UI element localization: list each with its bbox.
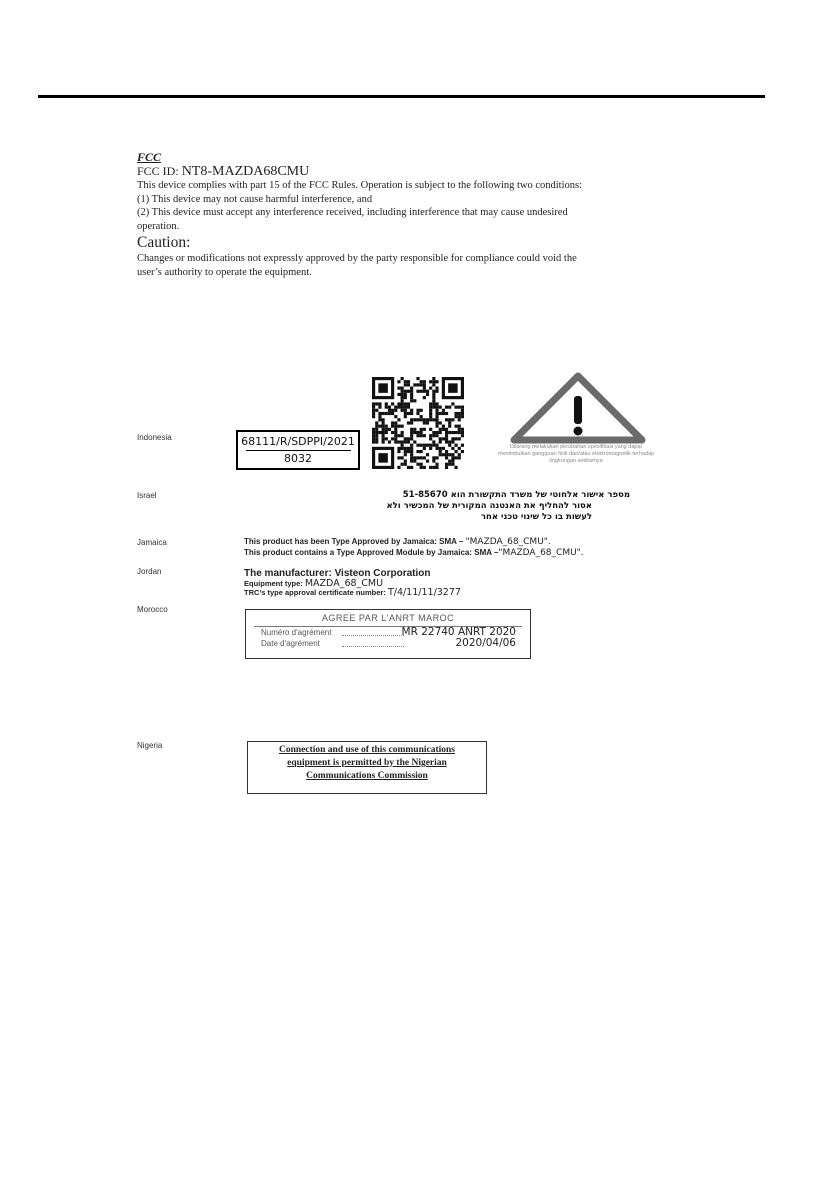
fcc-id-line [137,164,677,179]
fcc-text-line: This device complies with part 15 of the FCC Rules. Operation is subject to the following two conditions: [137,180,583,191]
fcc-text-line: (2) This device must accept any interference received, including interference that may cause undesired [137,207,568,218]
country-label-jamaica: Jamaica [137,538,167,547]
indonesia-cert-number: 68111/R/SDPPI/2021 [241,435,355,448]
jordan-manufacturer: The manufacturer: Visteon Corporation [244,568,431,579]
dot-leader [342,627,404,636]
jamaica-line1-prefix: This product has been Type Approved by Jamaica: SMA – [244,537,466,546]
israel-line: לעשות בו כל שינוי טכני אחר [480,512,592,522]
country-label-jordan: Jordan [137,567,162,576]
morocco-date-value: 2020/04/06 [455,637,516,649]
fcc-id-label: FCC ID: [137,164,182,178]
nigeria-line: equipment is permitted by the Nigerian [287,758,447,768]
israel-line: מספר אישור אלחוטי של משרד התקשורת הוא 51-85670 [402,490,630,500]
caution-text-line: user’s authority to operate the equipment. [137,266,312,278]
nigeria-line: Communications Commission [306,771,428,781]
jordan-certificate-value: T/4/11/11/3277 [387,587,461,598]
header-rule [38,95,765,98]
country-label-nigeria: Nigeria [137,741,163,750]
jamaica-line1-value: "MAZDA_68_CMU". [465,537,551,547]
nigeria-line: Connection and use of this communications [278,745,456,755]
jordan-equipment-label: Equipment type: [244,579,305,588]
indonesia-cert-box [236,430,360,470]
jamaica-approval-text [244,537,584,558]
fcc-heading: FCC [137,150,162,164]
caution-title: Caution: [137,234,191,251]
nigeria-approval-box [247,741,487,794]
jordan-certificate-label: TRC’s type approval certificate number: [244,588,388,597]
jamaica-line2-prefix: This product contains a Type Approved Module by Jamaica: SMA – [244,547,499,557]
qr-code-icon [372,377,464,469]
caution-text-line: Changes or modifications not expressly approved by the party responsible for compliance could void the [137,253,577,264]
country-label-morocco: Morocco [137,605,168,614]
country-label-israel: Israel [137,491,157,500]
israel-approval-text [330,490,630,523]
jordan-approval-text [244,568,461,597]
morocco-number-value: MR 22740 ANRT 2020 [401,626,516,638]
morocco-number-label: Numéro d'agrément [261,628,332,637]
jamaica-line2-value: "MAZDA_68_CMU". [498,547,584,558]
israel-line: אסור להחליף את האנטנה המקורית של המכשיר ולא [386,501,592,511]
morocco-date-label: Date d'agrément [261,639,320,648]
dot-leader [342,638,404,647]
indonesia-cert-divider [246,450,351,451]
fcc-id-value: NT8-MAZDA68CMU [181,164,310,179]
indonesia-cert-code: 8032 [284,452,312,465]
fcc-section [137,150,677,279]
jordan-equipment-value: MAZDA_68_CMU [304,578,384,589]
morocco-row-date [254,638,522,649]
warning-triangle-icon [508,372,648,444]
fcc-text-line: operation. [137,220,180,232]
country-label-indonesia: Indonesia [137,433,172,442]
morocco-title: AGREE PAR L'ANRT MAROC [321,613,455,623]
indonesia-warning-text: Dilarang melakukan perubahan spesifikasi yang dapat menimbulkan gangguan fisik dan/atau elektromagnetik terhadap lingkungan sekitarnya [497,444,655,464]
fcc-text-line: (1) This device may not cause harmful interference, and [137,193,373,205]
morocco-approval-box [245,609,531,659]
